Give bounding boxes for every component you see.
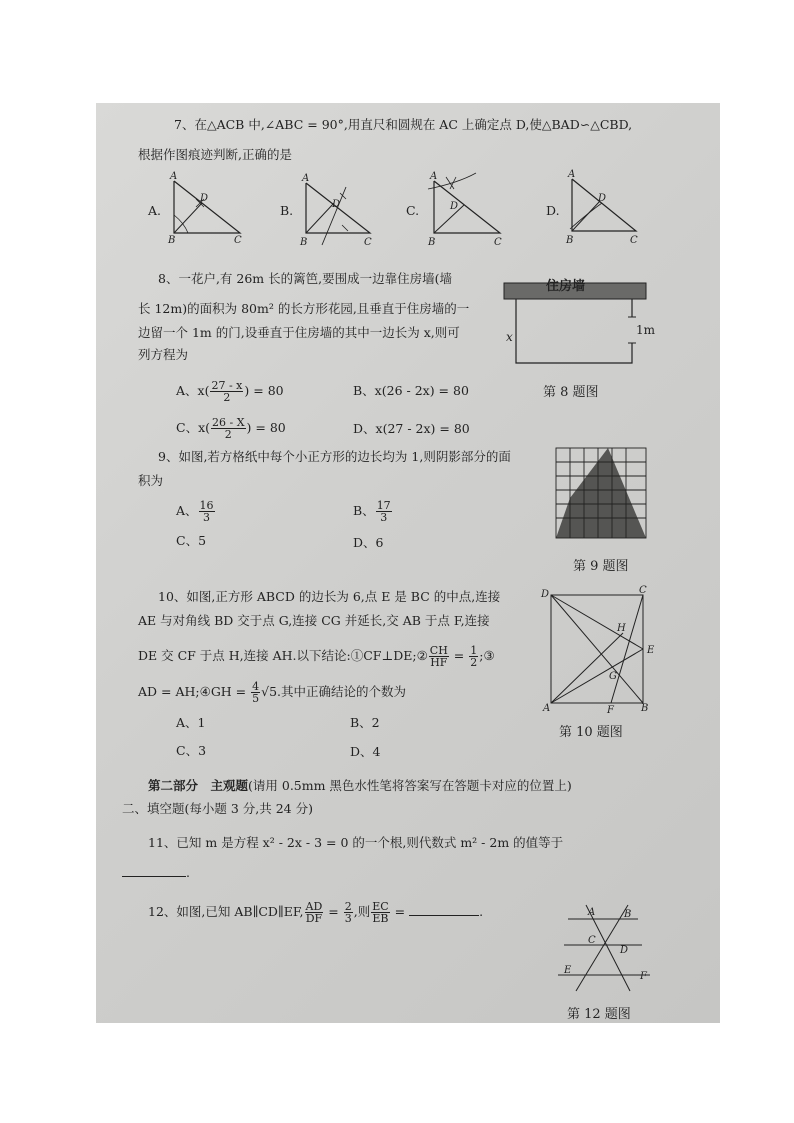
label-a: A [543,703,551,714]
q9-option-b: B、 $\frac{17}{3}$ [353,499,391,524]
q8-option-d: D、x(27 - 2x) = 80 [353,421,470,436]
label-d: D [541,589,550,600]
q12-caption: 第 12 题图 [567,1007,631,1022]
label-a: A [588,907,596,918]
q12-line: 12、如图,已知 AB∥CD∥EF, $\frac{AD}{DF}$ = $\frac{2}{3}$ ,则 $\frac{EC}{EB}$ = . [148,900,484,925]
q8-option-a: A、x( $\frac{27 - x}{2}$ ) = 80 [176,379,284,404]
q7-figure-b [302,175,382,249]
q11-line2: . [122,865,190,881]
q10-line3: DE 交 CF 于点 H,连接 AH.以下结论:①CF⊥DE;② $\frac{CH}{HF}$ = $\frac{1}{2}$ ;③ [138,644,495,669]
label-d: D [598,193,607,204]
label-h: H [617,623,626,634]
q10-caption: 第 10 题图 [559,725,623,740]
q10-square-figure [541,585,655,716]
label-f: F [607,705,614,716]
q10-line4: AD = AH;④GH = $\frac{4}{5}$ √5.其中正确结论的个数为 [138,680,407,705]
section2-heading: 二、填空题(每小题 3 分,共 24 分) [122,801,313,816]
q8-line2: 长 12m)的面积为 80m² 的长方形花园,且垂直于住房墙的一 [138,301,470,316]
q8-option-b: B、x(26 - 2x) = 80 [353,383,469,398]
label-c: C [630,235,638,246]
q10-line2: AE 与对角线 BD 交于点 G,连接 CG 并延长,交 AB 于点 F,连接 [138,613,490,628]
q7-figure-d [566,169,648,247]
q7-line1: 7、在△ACB 中,∠ABC = 90°,用直尺和圆规在 AC 上确定点 D,使△BAD∽△CBD, [174,117,633,132]
q7-option-b: B. [280,203,294,218]
label-g: G [609,671,617,682]
q8-line3: 边留一个 1m 的门,设垂直于住房墙的其中一边长为 x,则可 [138,325,460,340]
q9-grid-figure [556,448,646,548]
q12-parallel-figure [558,899,658,995]
label-b: B [300,237,308,248]
label-b: B [641,703,649,714]
label-b: B [566,235,574,246]
label-f: F [640,971,647,982]
q7-option-a: A. [148,203,162,218]
q8-line1: 8、一花户,有 26m 长的篱笆,要围成一边靠住房墙(墙 [158,271,452,286]
q7-figure-c [428,171,508,247]
q10-option-d: D、4 [350,744,381,759]
q10-option-a: A、1 [176,715,206,730]
label-c: C [364,237,372,248]
label-d: D [450,201,459,212]
part2-header: 第二部分 主观题(请用 0.5mm 黑色水性笔将答案写在答题卡对应的位置上) [148,778,572,793]
q8-side-label: x [506,330,513,344]
label-d: D [332,199,341,210]
q8-door-label: 1m [636,323,656,337]
q7-figure-a [168,171,250,246]
q9-option-a: A、 $\frac{16}{3}$ [176,499,214,524]
label-d: D [620,945,629,956]
q8-caption: 第 8 题图 [543,385,599,400]
q10-line1: 10、如图,正方形 ABCD 的边长为 6,点 E 是 BC 的中点,连接 [158,589,501,604]
label-e: E [564,965,572,976]
label-c: C [639,585,647,596]
label-b: B [168,235,176,246]
label-a: A [568,169,576,180]
q7-option-c: C. [406,203,420,218]
q10-option-c: C、3 [176,743,207,758]
q8-line4: 列方程为 [138,347,189,362]
label-a: A [430,171,438,182]
q7-line2: 根据作图痕迹判断,正确的是 [138,147,292,162]
q10-option-b: B、2 [350,715,380,730]
q9-line2: 积为 [138,473,164,488]
q11-line1: 11、已知 m 是方程 x² - 2x - 3 = 0 的一个根,则代数式 m² - 2m 的值等于 [148,835,564,850]
q9-option-d: D、6 [353,535,384,550]
q9-caption: 第 9 题图 [573,559,629,574]
label-a: A [302,173,310,184]
label-c: C [494,237,502,248]
q7-option-d: D. [546,203,560,218]
label-b: B [624,909,632,920]
q8-option-c: C、x( $\frac{26 - X}{2}$ ) = 80 [176,416,286,441]
label-a: A [170,171,178,182]
exam-photo [96,103,720,1023]
label-c: C [588,935,596,946]
q8-wall-label: 住房墙 [546,279,586,294]
label-d: D [200,193,209,204]
label-b: B [428,237,436,248]
q9-option-c: C、5 [176,533,207,548]
q9-line1: 9、如图,若方格纸中每个小正方形的边长均为 1,则阴影部分的面 [158,449,511,464]
label-e: E [647,645,655,656]
label-c: C [234,235,242,246]
